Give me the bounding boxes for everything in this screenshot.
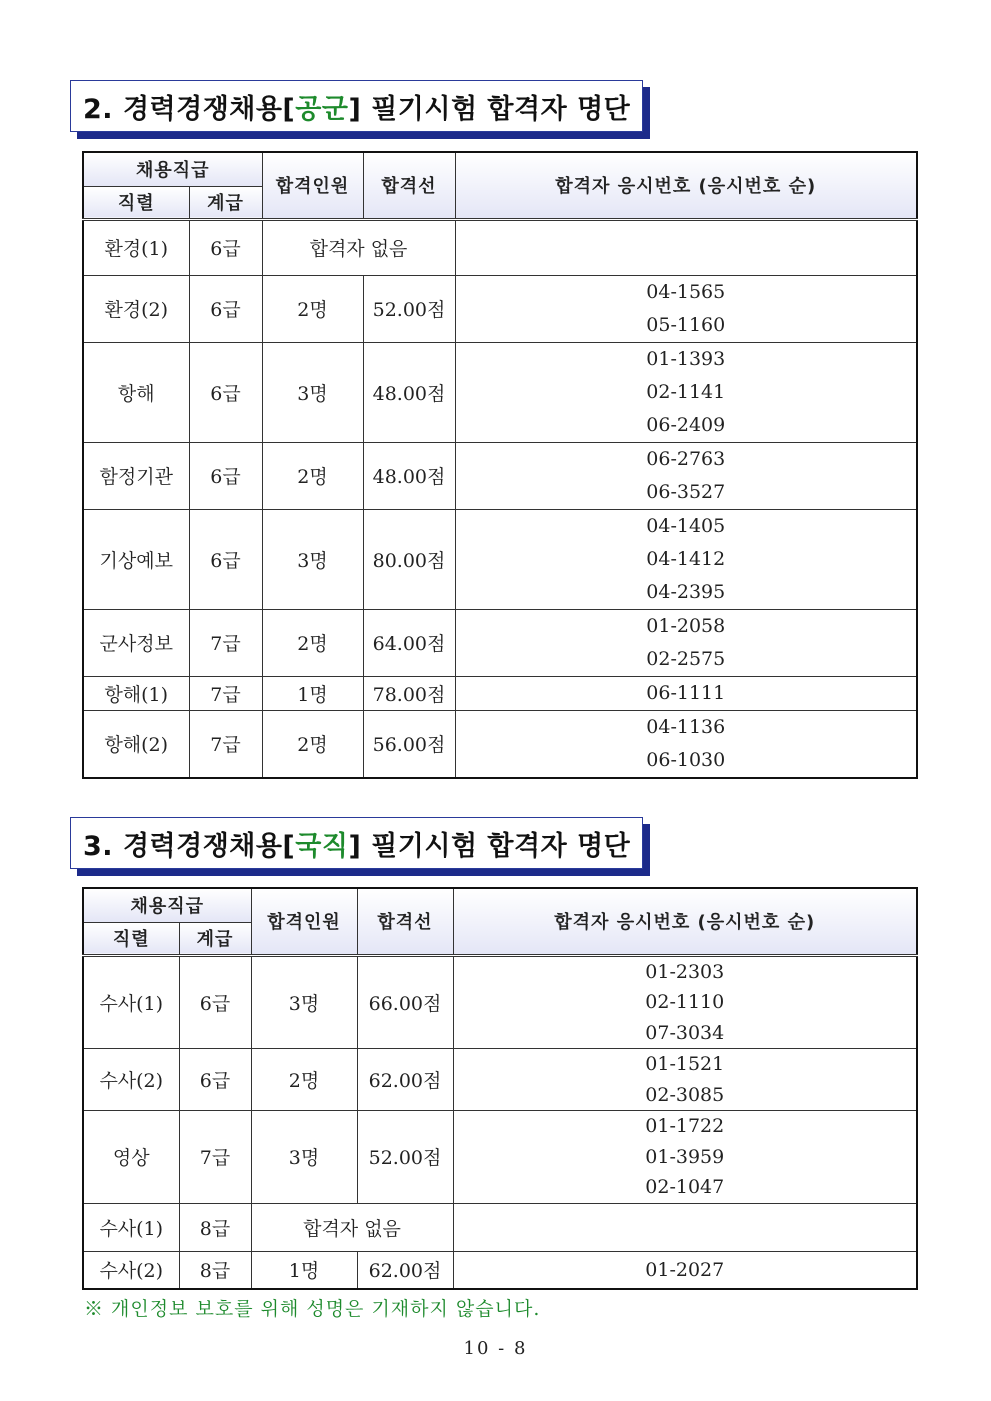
header-group: 채용직급 [83, 888, 251, 922]
grade-cell: 6급 [189, 442, 262, 509]
numbers-cell [455, 442, 917, 509]
table-row [83, 710, 917, 778]
job-cell: 수사(1) [83, 1203, 179, 1251]
table-row [83, 1203, 917, 1251]
count-cell: 2명 [262, 442, 363, 509]
exam-number: 01-1722 [645, 1115, 725, 1137]
cutoff-cell: 62.00점 [357, 1251, 453, 1289]
grade-cell: 6급 [189, 275, 262, 342]
section-3-title-prefix: 3. 경력경쟁채용[ [83, 830, 296, 862]
section-2-title-prefix: 2. 경력경쟁채용[ [83, 93, 296, 125]
section-2-title-accent: 공군 [295, 93, 349, 125]
grade-cell: 7급 [189, 676, 262, 710]
count-cell: 2명 [262, 710, 363, 778]
job-cell: 항해(2) [83, 710, 189, 778]
exam-number: 04-1412 [646, 547, 726, 570]
section-3-rows [83, 955, 917, 1289]
numbers-cell [455, 342, 917, 442]
header-numbers: 합격자 응시번호 (응시번호 순) [453, 888, 917, 955]
job-cell: 수사(1) [83, 955, 179, 1049]
header-grade: 계급 [179, 922, 251, 955]
job-cell: 영상 [83, 1111, 179, 1204]
table-row [83, 342, 917, 442]
exam-number: 01-3959 [645, 1145, 725, 1168]
grade-cell: 6급 [179, 1049, 251, 1111]
grade-cell: 7급 [179, 1111, 251, 1204]
cutoff-cell: 80.00점 [363, 509, 455, 609]
grade-cell: 7급 [189, 609, 262, 676]
count-cell: 3명 [251, 1111, 357, 1204]
grade-cell: 7급 [189, 710, 262, 778]
exam-number: 01-2303 [645, 960, 725, 983]
table-row [83, 1049, 917, 1111]
exam-number: 02-1110 [645, 991, 725, 1013]
job-cell: 수사(2) [83, 1049, 179, 1111]
grade-cell: 6급 [179, 955, 251, 1049]
page-number: 10 - 8 [463, 1338, 528, 1359]
cutoff-cell: 66.00점 [357, 955, 453, 1049]
exam-number: 01-2058 [646, 614, 726, 637]
count-cell: 1명 [262, 676, 363, 710]
numbers-cell [455, 676, 917, 710]
exam-number: 02-1141 [646, 380, 726, 403]
count-cell: 3명 [262, 509, 363, 609]
count-cell: 2명 [251, 1049, 357, 1111]
numbers-cell [453, 1251, 917, 1289]
count-cell: 2명 [262, 275, 363, 342]
grade-cell: 6급 [189, 219, 262, 275]
section-3-title-suffix: ] 필기시험 합격자 명단 [348, 830, 631, 862]
exam-number: 02-2575 [646, 647, 726, 670]
numbers-cell [453, 1049, 917, 1111]
section-3-title-accent: 국직 [295, 830, 349, 862]
numbers-cell [455, 219, 917, 275]
header-group: 채용직급 [83, 152, 262, 186]
job-cell: 수사(2) [83, 1251, 179, 1289]
exam-number: 06-2409 [646, 413, 726, 436]
exam-number: 01-2027 [645, 1258, 725, 1281]
job-cell: 환경(1) [83, 219, 189, 275]
numbers-cell [455, 609, 917, 676]
exam-number: 05-1160 [646, 313, 726, 336]
header-job: 직렬 [83, 922, 179, 955]
grade-cell: 8급 [179, 1203, 251, 1251]
table-row [83, 219, 917, 275]
exam-number: 02-1047 [645, 1176, 725, 1198]
table-row [83, 676, 917, 710]
header-numbers: 합격자 응시번호 (응시번호 순) [455, 152, 917, 219]
count-cell: 2명 [262, 609, 363, 676]
cutoff-cell: 78.00점 [363, 676, 455, 710]
table-row [83, 275, 917, 342]
grade-cell: 6급 [189, 509, 262, 609]
cutoff-cell: 56.00점 [363, 710, 455, 778]
table-row [83, 1111, 917, 1204]
count-cell: 3명 [251, 955, 357, 1049]
section-2-table [82, 151, 918, 779]
exam-number: 06-1030 [646, 748, 726, 771]
no-passers-cell: 합격자 없음 [262, 219, 455, 275]
job-cell: 군사정보 [83, 609, 189, 676]
job-cell: 항해 [83, 342, 189, 442]
exam-number: 04-1136 [646, 715, 726, 738]
table-row [83, 1251, 917, 1289]
header-count: 합격인원 [262, 152, 363, 219]
exam-number: 04-2395 [646, 580, 726, 603]
count-cell: 3명 [262, 342, 363, 442]
cutoff-cell: 48.00점 [363, 342, 455, 442]
numbers-cell [453, 955, 917, 1049]
table-row [83, 509, 917, 609]
table-row [83, 955, 917, 1049]
numbers-cell [455, 710, 917, 778]
privacy-footnote: ※ 개인정보 보호를 위해 성명은 기재하지 않습니다. [84, 1298, 541, 1320]
section-2-rows [83, 219, 917, 778]
numbers-cell [453, 1111, 917, 1204]
exam-number: 01-1521 [645, 1053, 725, 1075]
job-cell: 함정기관 [83, 442, 189, 509]
exam-number: 07-3034 [645, 1021, 725, 1044]
header-cutoff: 합격선 [363, 152, 455, 219]
section-3-title [70, 817, 643, 869]
exam-number: 04-1565 [646, 280, 726, 303]
section-3-table [82, 887, 918, 1290]
header-grade: 계급 [189, 186, 262, 219]
no-passers-cell: 합격자 없음 [251, 1203, 453, 1251]
cutoff-cell: 62.00점 [357, 1049, 453, 1111]
cutoff-cell: 48.00점 [363, 442, 455, 509]
header-count: 합격인원 [251, 888, 357, 955]
grade-cell: 6급 [189, 342, 262, 442]
exam-number: 06-1111 [646, 681, 726, 704]
exam-number: 04-1405 [646, 514, 726, 537]
count-cell: 1명 [251, 1251, 357, 1289]
job-cell: 환경(2) [83, 275, 189, 342]
exam-number: 01-1393 [646, 347, 726, 370]
grade-cell: 8급 [179, 1251, 251, 1289]
header-job: 직렬 [83, 186, 189, 219]
job-cell: 기상예보 [83, 509, 189, 609]
table-row [83, 609, 917, 676]
numbers-cell [453, 1203, 917, 1251]
numbers-cell [455, 275, 917, 342]
section-2-title [70, 80, 643, 132]
exam-number: 06-2763 [646, 447, 726, 470]
numbers-cell [455, 509, 917, 609]
cutoff-cell: 52.00점 [357, 1111, 453, 1204]
cutoff-cell: 52.00점 [363, 275, 455, 342]
job-cell: 항해(1) [83, 676, 189, 710]
exam-number: 02-3085 [645, 1083, 725, 1106]
cutoff-cell: 64.00점 [363, 609, 455, 676]
table-row [83, 442, 917, 509]
section-2-title-suffix: ] 필기시험 합격자 명단 [348, 93, 631, 125]
exam-number: 06-3527 [646, 480, 726, 503]
header-cutoff: 합격선 [357, 888, 453, 955]
